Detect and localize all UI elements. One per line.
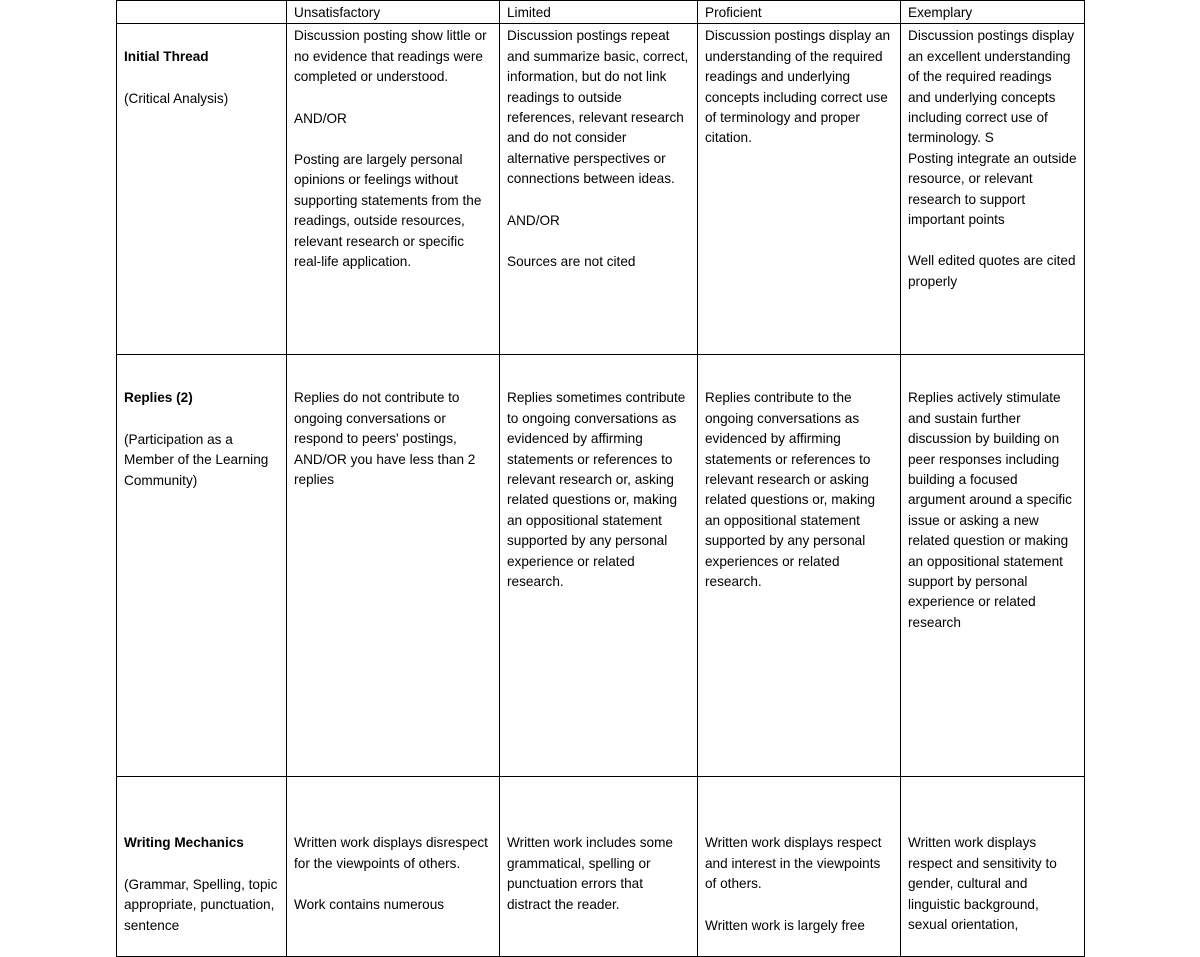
rubric-cell-limited	[500, 777, 698, 957]
criterion-cell	[117, 24, 287, 355]
rubric-cell-proficient	[698, 355, 901, 777]
cell-paragraph: Replies do not contribute to ongoing conversations or respond to peers' postings, AND/OR you have less than 2 replies	[294, 390, 476, 488]
rubric-cell-unsatisfactory	[287, 777, 500, 957]
criterion-subtitle: (Grammar, Spelling, topic appropriate, punctuation, sentence	[124, 876, 278, 933]
rubric-cell-unsatisfactory	[287, 24, 500, 355]
rubric-cell-unsatisfactory	[287, 355, 500, 777]
cell-paragraph: AND/OR	[294, 110, 347, 126]
rubric-row-initial-thread	[117, 24, 1085, 355]
criterion-title: Writing Mechanics	[124, 835, 244, 851]
cell-paragraph: Discussion postings display an excellent understanding of the required readings and underlying concepts including correct use of terminology. S Posting integrate an outside resource, or relevant research to support important points	[908, 28, 1077, 228]
cell-paragraph: AND/OR	[507, 212, 560, 228]
criterion-title: Replies (2)	[124, 390, 193, 406]
cell-paragraph: Discussion posting show little or no evidence that readings were completed or understood.	[294, 28, 487, 85]
criterion-subtitle: (Participation as a Member of the Learning Community)	[124, 431, 269, 488]
rubric-cell-proficient	[698, 777, 901, 957]
cell-paragraph: Well edited quotes are cited properly	[908, 253, 1076, 289]
cell-paragraph: Written work displays respect and sensitivity to gender, cultural and linguistic background, sexual orientation,	[908, 835, 1057, 933]
cell-paragraph: Work contains numerous	[294, 897, 445, 913]
cell-paragraph: Written work displays disrespect for the viewpoints of others.	[294, 835, 488, 871]
header-row	[117, 1, 1085, 24]
criterion-title: Initial Thread	[124, 49, 209, 65]
header-cell-proficient: Proficient	[698, 1, 901, 24]
header-cell-unsatisfactory: Unsatisfactory	[287, 1, 500, 24]
rubric-cell-exemplary	[901, 355, 1085, 777]
criterion-cell	[117, 355, 287, 777]
criterion-cell	[117, 777, 287, 957]
rubric-cell-limited	[500, 355, 698, 777]
cell-paragraph: Sources are not cited	[507, 254, 636, 270]
rubric-cell-exemplary	[901, 24, 1085, 355]
cell-paragraph: Posting are largely personal opinions or feelings without supporting statements from the readings, outside resources, relevant research or specific real-life application.	[294, 152, 482, 270]
cell-paragraph: Written work includes some grammatical, spelling or punctuation errors that distract the reader.	[507, 835, 673, 912]
cell-paragraph: Written work displays respect and interest in the viewpoints of others.	[705, 835, 882, 892]
cell-paragraph: Replies contribute to the ongoing conversations as evidenced by affirming statements or references to relevant research or asking related questions or, making an oppositional statement supported by any personal experiences or related research.	[705, 390, 876, 590]
cell-paragraph: Discussion postings display an understanding of the required readings and underlying concepts including correct use of terminology and proper citation.	[705, 28, 891, 146]
header-cell-exemplary: Exemplary	[901, 1, 1085, 24]
rubric-cell-limited	[500, 24, 698, 355]
rubric-cell-exemplary	[901, 777, 1085, 957]
header-cell-limited: Limited	[500, 1, 698, 24]
rubric-cell-proficient	[698, 24, 901, 355]
cell-paragraph: Replies actively stimulate and sustain further discussion by building on peer responses including building a focused argument around a specific issue or asking a new related question or making an oppositional statement support by personal experience or related research	[908, 390, 1072, 630]
rubric-row-replies	[117, 355, 1085, 777]
criterion-subtitle: (Critical Analysis)	[124, 90, 229, 106]
header-cell-blank	[117, 1, 287, 24]
rubric-table	[116, 0, 1085, 957]
rubric-row-writing-mechanics	[117, 777, 1085, 957]
cell-paragraph: Discussion postings repeat and summarize basic, correct, information, but do not link readings to outside references, relevant research and do not consider alternative perspectives or connections between ideas.	[507, 28, 689, 187]
cell-paragraph: Written work is largely free	[705, 917, 865, 933]
cell-paragraph: Replies sometimes contribute to ongoing conversations as evidenced by affirming statements or references to relevant research or, asking related questions or, making an oppositional statement supported by any personal experience or related research.	[507, 390, 686, 590]
